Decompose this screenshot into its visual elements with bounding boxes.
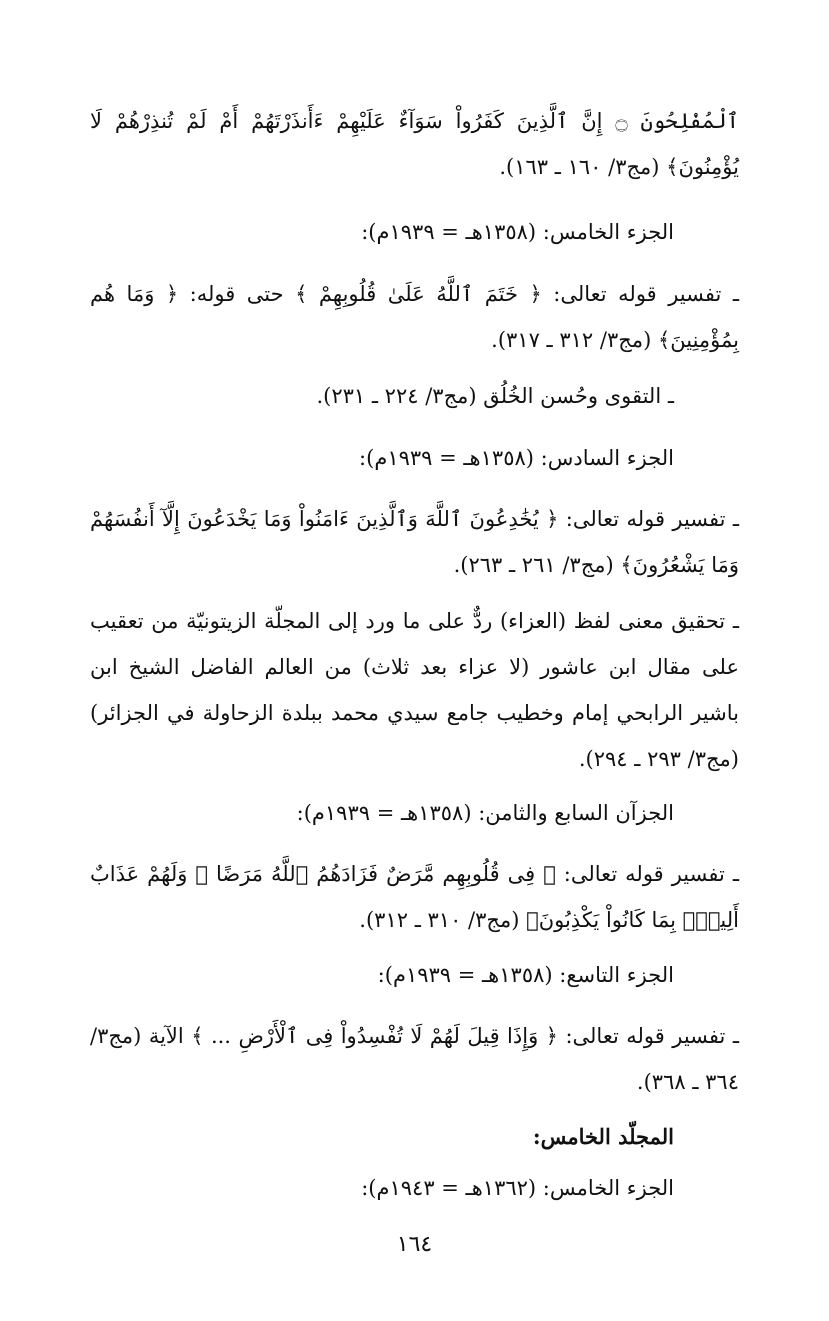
entry-taqwa: ـ التقوى وحُسن الخُلُق (مج٣/ ٢٢٤ ـ ٢٣١). [316,384,674,408]
section-heading-part-5: الجزء الخامس: (١٣٥٨هـ = ١٩٣٩م): [361,220,674,244]
section-heading-parts-7-8: الجزآن السابع والثامن: (١٣٥٨هـ = ١٩٣٩م): [296,801,674,825]
section-heading-part-9: الجزء التاسع: (١٣٥٨هـ = ١٩٣٩م): [377,963,674,987]
section-heading-part-6: الجزء السادس: (١٣٥٨هـ = ١٩٣٩م): [359,446,674,470]
entry-tafsir-khatama: ـ تفسير قوله تعالى: ﴿ خَتَمَ ٱللَّهُ عَلَىٰ قُلُوبِهِمْ ﴾ حتى قوله: ﴿ وَمَا هُم بِمُؤْمِنِينَ﴾ (مج٣/ ٣١٢ ـ ٣١٧). [90,282,739,352]
entry-tafsir-wa-itha-qila: ـ تفسير قوله تعالى: ﴿ وَإِذَا قِيلَ لَهُمْ لَا تُفْسِدُواْ فِى ٱلْأَرْضِ ... ﴾ الآية (مج٣/ ٣٦٤ ـ ٣٦٨). [90,1024,739,1094]
quran-verse-continuation: ٱلْمُفْلِحُونَ ۝ إِنَّ ٱلَّذِينَ كَفَرُواْ سَوَآءٌ عَلَيْهِمْ ءَأَنذَرْتَهُمْ أَمْ لَمْ تُنذِرْهُمْ لَا يُؤْمِنُونَ﴾ (مج٣/ ١٦٠ ـ ١٦٣). [90,109,739,179]
entry-tafsir-yukhadiun: ـ تفسير قوله تعالى: ﴿ يُخَٰدِعُونَ ٱللَّهَ وَٱلَّذِينَ ءَامَنُواْ وَمَا يَخْدَعُونَ إِلَّآ أَنفُسَهُمْ وَمَا يَشْعُرُونَ﴾ (مج٣/ ٢٦١ ـ ٢٦٣). [90,507,739,577]
volume-heading-5: المجلّد الخامس: [532,1124,674,1149]
section-heading-vol5-part-5: الجزء الخامس: (١٣٦٢هـ = ١٩٤٣م): [361,1176,674,1200]
entry-tafsir-fi-qulubihim: ـ تفسير قوله تعالى: ﴿ فِى قُلُوبِهِم مَّرَضٌ فَزَادَهُمُ ٱللَّهُ مَرَضًا ۖ وَلَهُمْ عَذَابٌ أَلِيمٌۢ بِمَا كَانُواْ يَكْذِبُونَ﴾ (مج٣/ ٣١٠ ـ ٣١٢). [90,862,739,932]
entry-aza-meaning: ـ تحقيق معنى لفظ (العزاء) ردٌّ على ما ورد إلى المجلّة الزيتونيّة من تعقيب على مقال ابن عاشور (لا عزاء بعد ثلاث) من العالم الفاضل الشيخ ابن باشير الرابحي إمام وخطيب جامع سيدي محمد ببلدة الزحاولة في الجزائر) (مج٣/ ٢٩٣ ـ ٢٩٤). [90,609,739,771]
page-number: ١٦٤ [396,1232,433,1257]
